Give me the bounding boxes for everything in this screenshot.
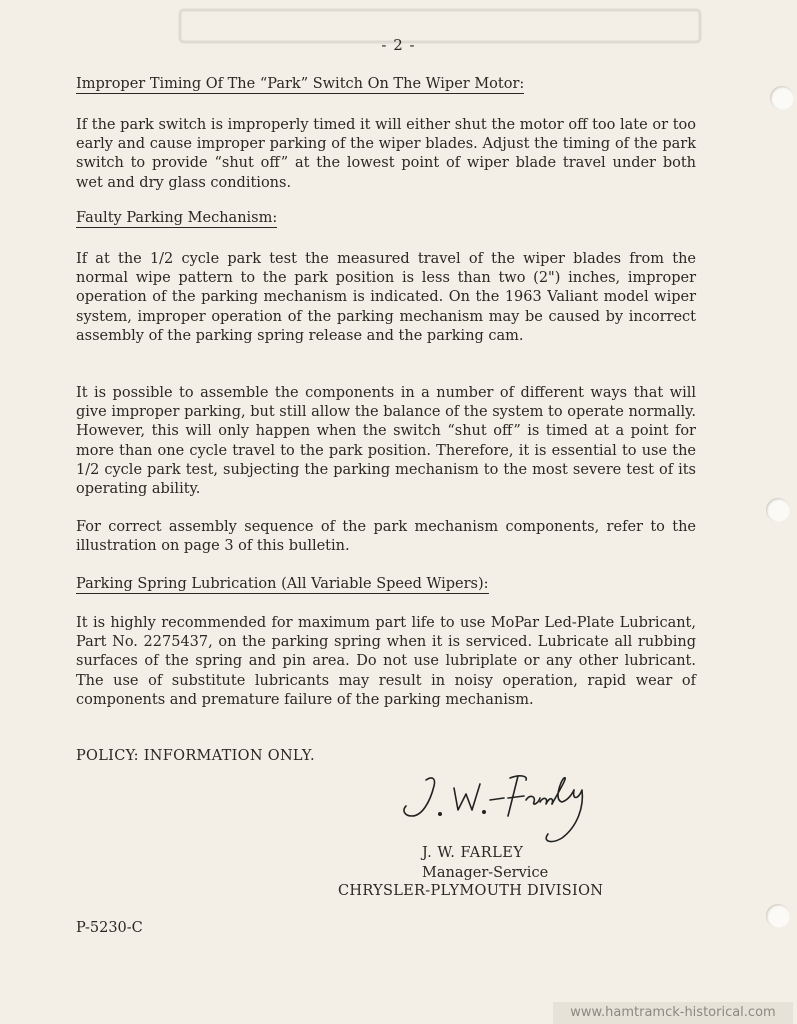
signer-title: Manager-Service xyxy=(422,865,549,881)
handwritten-signature xyxy=(392,766,602,844)
signer-division: CHRYSLER-PLYMOUTH DIVISION xyxy=(338,883,604,899)
binder-hole-bottom xyxy=(766,904,790,928)
paragraph-assembly-reference: For correct assembly sequence of the park mechanism components, refer to the illustration on page 3 of this bulletin. xyxy=(76,519,696,555)
heading-faulty-parking-mechanism: Faulty Parking Mechanism: xyxy=(76,210,278,226)
document-code: P-5230-C xyxy=(76,920,143,936)
page-number: - 2 - xyxy=(381,36,416,54)
paragraph-spring-lubrication: It is highly recommended for maximum part life to use MoPar Led-Plate Lubricant, Part No. 2275437, on the parking spring when it is serviced. Lubricate all rubbing surfaces of the spring and pin area. Do not use lubriplate or any other lubricant. The use of substitute lubricants may result in noisy operation, rapid wear of components and premature failure of the parking mechanism. xyxy=(76,615,696,708)
signer-name: J. W. FARLEY xyxy=(422,845,524,861)
binder-hole-top xyxy=(770,86,794,110)
policy-statement: POLICY: INFORMATION ONLY. xyxy=(76,748,315,764)
paragraph-assembly-ways: It is possible to assemble the components in a number of different ways that will give improper parking, but still allow the balance of the system to operate normally. However, this will only happen when the switch “shut off” is timed at a point for more than one cycle travel to the park position. Therefore, it is essential to use the 1/2 cycle park test, subjecting the parking mechanism to the most severe test of its operating ability. xyxy=(76,385,696,498)
watermark: www.hamtramck-historical.com xyxy=(553,1002,793,1024)
binder-hole-middle xyxy=(766,498,790,522)
paragraph-parking-travel: If at the 1/2 cycle park test the measured travel of the wiper blades from the normal wipe pattern to the park position is less than two (2") inches, improper operation of the parking mechanism is indicated. On the 1963 Valiant model wiper system, improper operation of the parking mechanism may be caused by incorrect assembly of the parking spring release and the parking cam. xyxy=(76,251,696,344)
paragraph-park-switch-timing: If the park switch is improperly timed it will either shut the motor off too late or too early and cause improper parking of the wiper blades. Adjust the timing of the park switch to provide “shut off” at the lowest point of wiper blade travel under both wet and dry glass conditions. xyxy=(76,117,696,191)
heading-spring-lubrication: Parking Spring Lubrication (All Variable Speed Wipers): xyxy=(76,576,489,592)
heading-park-switch-timing: Improper Timing Of The “Park” Switch On The Wiper Motor: xyxy=(76,76,525,92)
